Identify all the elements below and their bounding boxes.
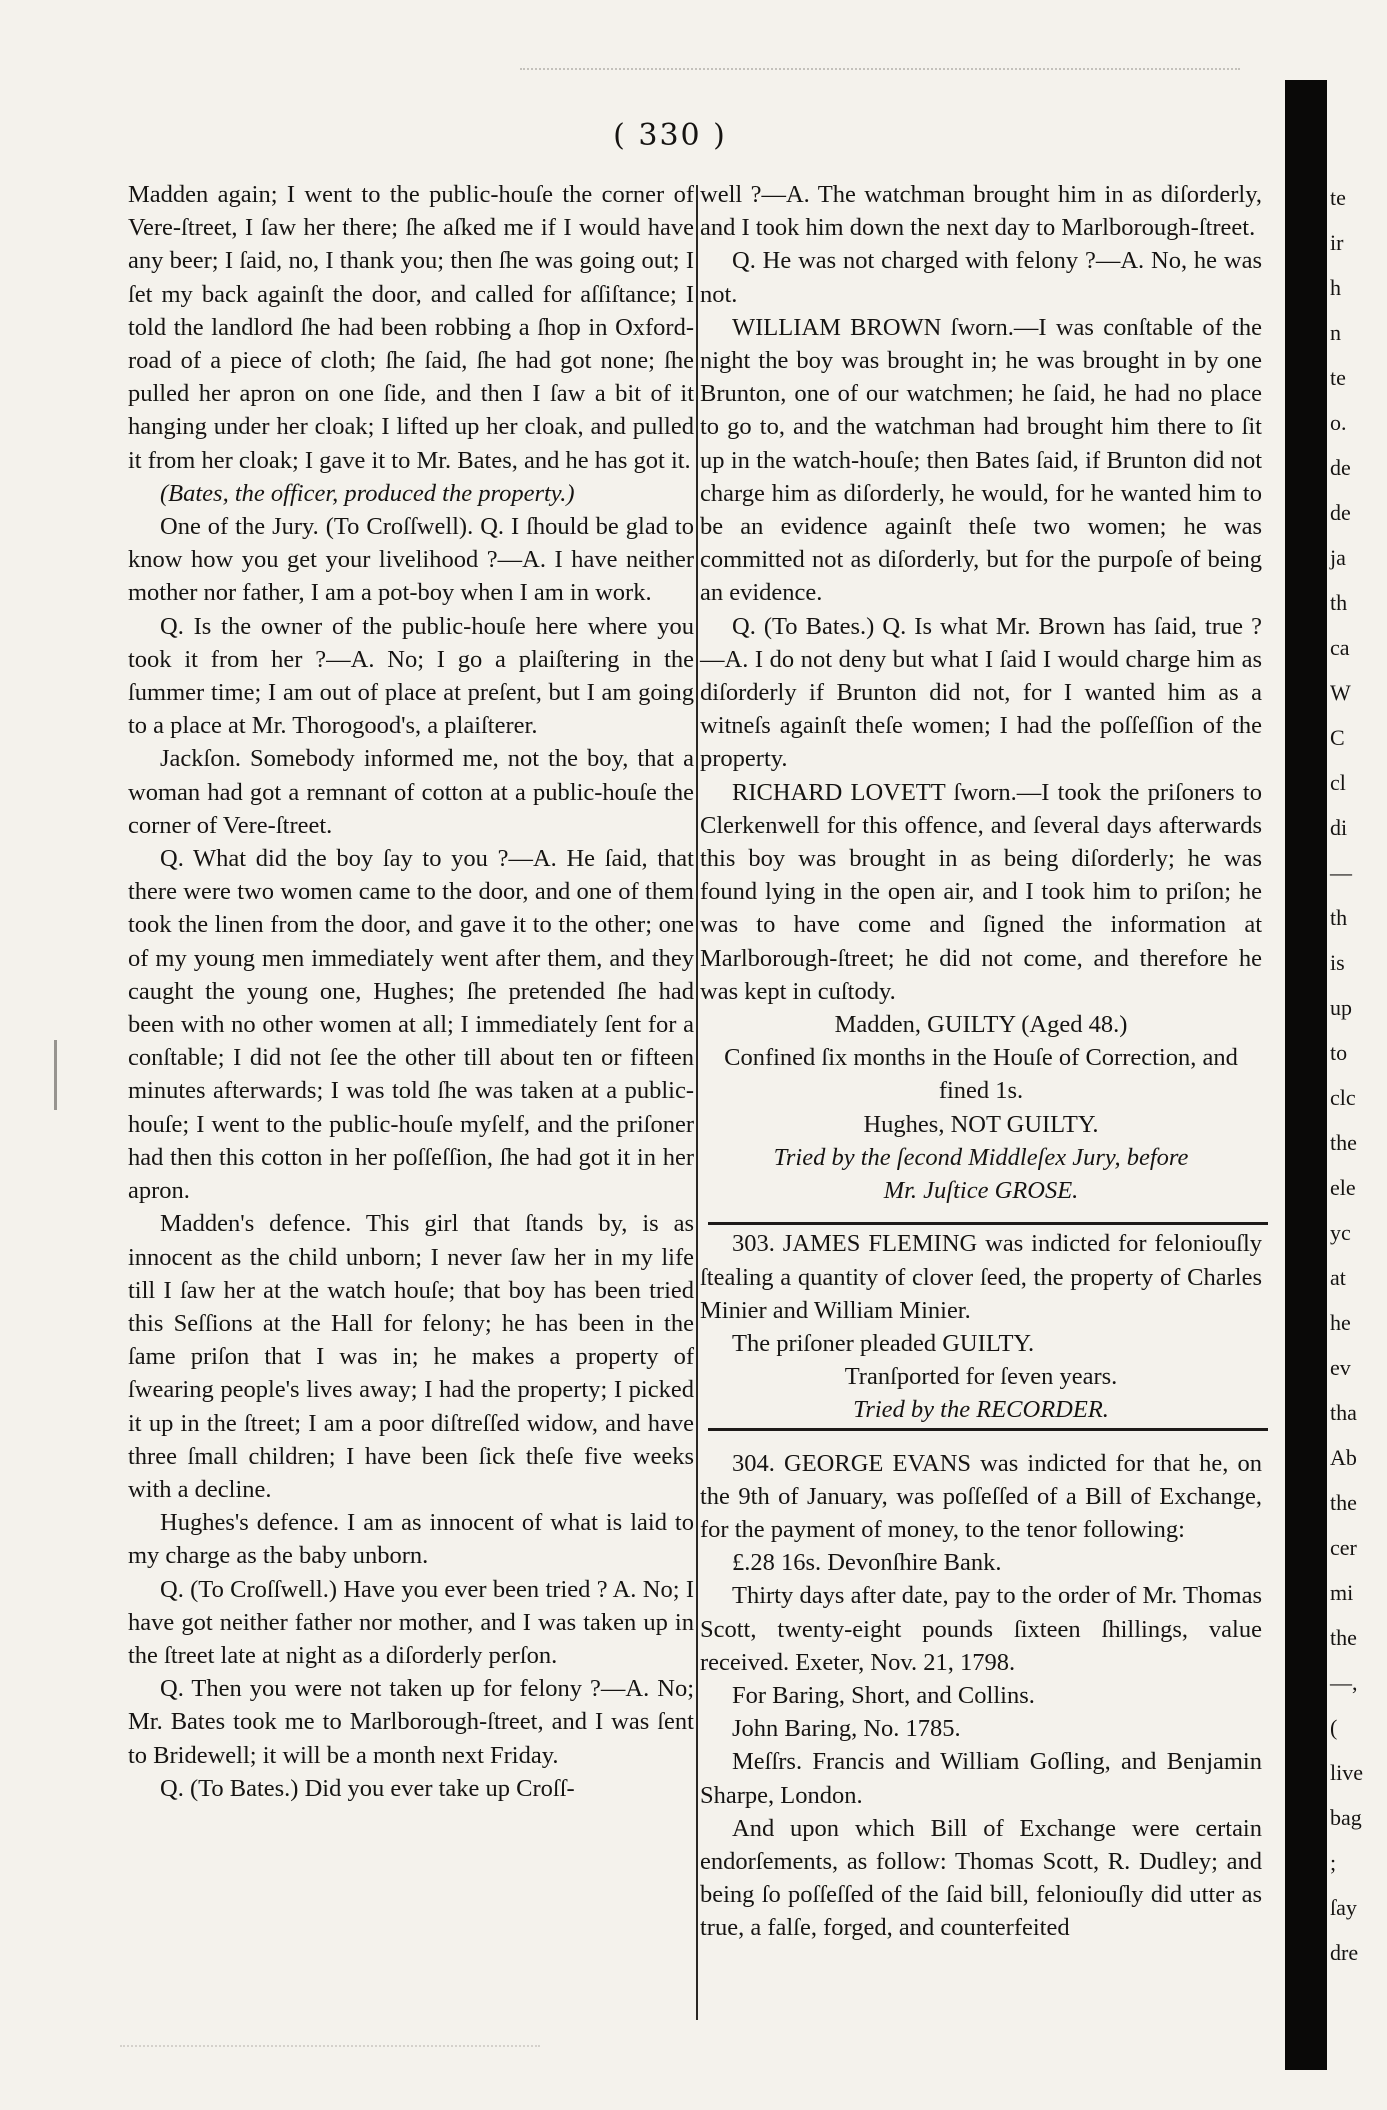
edge-fragment: C xyxy=(1330,725,1345,750)
edge-fragment: ev xyxy=(1330,1355,1351,1380)
paragraph: Jackſon. Somebody informed me, not the boy, that a woman had got a remnant of cotton at a public-houſe the corner of Vere-ſtreet. xyxy=(128,745,694,839)
edge-fragment: te xyxy=(1330,365,1346,390)
section-rule xyxy=(708,1222,1268,1225)
paragraph: Q. He was not charged with felony ?—A. No, he was not. xyxy=(700,247,1262,308)
edge-fragment: di xyxy=(1330,815,1348,840)
sentence-303: Tranſported for ſeven years. xyxy=(844,1363,1118,1391)
edge-fragment: — xyxy=(1330,860,1352,885)
paragraph: Q. Then you were not taken up for felony ?—A. No; Mr. Bates took me to Marlborough-ſtreet, and I was ſent to Bridewell; it will be a month next Friday. xyxy=(128,1675,694,1769)
case-303: 303. JAMES FLEMING was indicted for feloniouſly ſtealing a quantity of clover ſeed, the property of Charles Minier and William Minier. xyxy=(700,1230,1262,1324)
paragraph: Madden's defence. This girl that ſtands by, is as innocent as the child unborn; I never ſaw her in my life till I ſaw her at the watch houſe; that boy has been tried this Seſſions at the Hall for felony; he has been in the ſame priſon that I was in; he makes a property of ſwearing people's lives away; I had the property; I picked it up in the ſtreet; I am a poor diſtreſſed widow, and have three ſmall children; I have been ſick theſe five weeks with a decline. xyxy=(128,1210,694,1503)
paragraph: Q. What did the boy ſay to you ?—A. He ſaid, that there were two women came to the door, and one of them took the linen from the door, and gave it to the other; one of my young men immediately went after them, and they caught the young one, Hughes; ſhe pretended ſhe had been with no other women at all; I immediately ſent for a conſtable; I did not ſee the other till about ten or fifteen minutes afterwards; I was told ſhe was taken at a public-houſe; I went to the public-houſe myſelf, and the priſoner had then this cotton in her poſſeſſion, ſhe had got it in her apron. xyxy=(128,845,694,1205)
edge-fragment: the xyxy=(1330,1490,1357,1515)
paragraph: well ?—A. The watchman brought him in as diſorderly, and I took him down the next day to Marlborough-ſtreet. xyxy=(700,181,1262,242)
binding-shadow xyxy=(1285,80,1327,2070)
edge-fragment: ( xyxy=(1330,1715,1338,1740)
edge-fragment: he xyxy=(1330,1310,1351,1335)
sentence-madden: Confined ſix months in the Houſe of Correction, and fined 1s. xyxy=(724,1044,1238,1105)
edge-fragment: cl xyxy=(1330,770,1346,795)
edge-fragment: ir xyxy=(1330,230,1344,255)
edge-fragment: yc xyxy=(1330,1220,1351,1245)
edge-fragment: tha xyxy=(1330,1400,1357,1425)
page-top-noise xyxy=(520,68,1240,84)
paragraph: Madden again; I went to the public-houſe the corner of Vere-ſtreet, I ſaw her there; ſhe aſked me if I would have any beer; I ſaid, no, I thank you; then ſhe was going out; I ſet my back againſt the door, and called for aſſiſtance; I told the landlord ſhe had been robbing a ſhop in Oxford-road of a piece of cloth; ſhe ſaid, ſhe had got none; ſhe pulled her apron on one ſide, and then I ſaw a bit of it hanging under her cloak; I lifted up her cloak, and pulled it from her cloak; I gave it to Mr. Bates, and he has got it. xyxy=(128,181,694,474)
edge-fragment: live xyxy=(1330,1760,1363,1785)
edge-fragment: is xyxy=(1330,950,1345,975)
bill-addressee: Meſſrs. Francis and William Goſling, and Benjamin Sharpe, London. xyxy=(700,1748,1262,1809)
tried-by-judge: Mr. Juſtice GROSE. xyxy=(883,1177,1079,1205)
paragraph: Q. Is the owner of the public-houſe here where you took it from her ?—A. No; I go a plaiſtering in the ſummer time; I am out of place at preſent, but I am going to a place at Mr. Thorogood's, a plaiſterer. xyxy=(128,612,694,740)
edge-fragment: ; xyxy=(1330,1850,1337,1875)
paragraph: Hughes's defence. I am as innocent of what is laid to my charge as the baby unborn. xyxy=(128,1509,694,1570)
edge-fragment: dre xyxy=(1330,1940,1359,1965)
section-rule xyxy=(708,1428,1268,1431)
column-divider xyxy=(696,185,698,2020)
edge-fragment: the xyxy=(1330,1130,1357,1155)
edge-fragment: o. xyxy=(1330,410,1347,435)
edge-fragment: th xyxy=(1330,590,1348,615)
edge-fragment: de xyxy=(1330,500,1351,525)
edge-fragment: ja xyxy=(1330,545,1346,570)
edge-fragment: —, xyxy=(1330,1670,1358,1695)
edge-fragment: ca xyxy=(1330,635,1350,660)
edge-fragment: at xyxy=(1330,1265,1346,1290)
paragraph: RICHARD LOVETT ſworn.—I took the priſoners to Clerkenwell for this offence, and ſeveral days afterwards this boy was brought in as being diſorderly; he was found lying in the open air, and I took him to priſon; he was to have come and ſigned the information at Marlborough-ſtreet; he did not come, and therefore he was kept in cuſtody. xyxy=(700,778,1262,1005)
verdict-hughes: Hughes, NOT GUILTY. xyxy=(863,1110,1099,1138)
margin-mark xyxy=(54,1040,77,1110)
tried-by: Tried by the ſecond Middleſex Jury, before xyxy=(773,1143,1189,1171)
edge-fragment: h xyxy=(1330,275,1341,300)
edge-fragment: te xyxy=(1330,185,1346,210)
paragraph: One of the Jury. (To Croſſwell). Q. I ſhould be glad to know how you get your livelihood ?—A. I have neither mother nor father, I am a pot-boy when I am in work. xyxy=(128,513,694,607)
bill-text: Thirty days after date, pay to the order of Mr. Thomas Scott, twenty-eight pounds ſixteen ſhillings, value received. Exeter, Nov. 21, 1798. xyxy=(700,1582,1262,1676)
edge-fragment: Ab xyxy=(1330,1445,1357,1470)
paragraph: Q. (To Bates.) Did you ever take up Croſſ- xyxy=(160,1774,575,1802)
paragraph: WILLIAM BROWN ſworn.—I was conſtable of the night the boy was brought in; he was brought in by one Brunton, one of our watchmen; he ſaid, he had no place to go to, and the watchman had brought him there to ſit up in the watch-houſe; then Bates ſaid, if Brunton did not charge him as diſorderly, he would, for he wanted him to be an evidence againſt theſe two women; he was committed not as diſorderly, but for the purpoſe of being an evidence. xyxy=(700,313,1262,607)
paragraph: Q. (To Croſſwell.) Have you ever been tried ? A. No; I have got neither father nor mother, and I was taken up in the ſtreet late at night as a diſorderly perſon. xyxy=(128,1575,694,1669)
page-number: ( 330 ) xyxy=(613,118,727,153)
edge-fragment: n xyxy=(1330,320,1341,345)
edge-fragment: clc xyxy=(1330,1085,1356,1110)
edge-fragment: cer xyxy=(1330,1535,1357,1560)
edge-fragment: the xyxy=(1330,1625,1357,1650)
tried-by-recorder: Tried by the RECORDER. xyxy=(853,1396,1109,1424)
bill-drawer: For Baring, Short, and Collins. xyxy=(732,1681,1035,1709)
bill-heading: £.28 16s. Devonſhire Bank. xyxy=(732,1549,1002,1577)
bill-signature: John Baring, No. 1785. xyxy=(732,1715,961,1743)
edge-fragment: mi xyxy=(1330,1580,1354,1605)
paragraph: (Bates, the officer, produced the property.) xyxy=(160,479,575,507)
edge-fragment: ſay xyxy=(1330,1895,1357,1920)
page-bottom-noise xyxy=(120,2045,540,2055)
edge-fragment: W xyxy=(1330,680,1351,705)
edge-fragment: up xyxy=(1330,995,1352,1020)
edge-fragment: de xyxy=(1330,455,1351,480)
edge-fragment: bag xyxy=(1330,1805,1362,1830)
case-304: 304. GEORGE EVANS was indicted for that he, on the 9th of January, was poſſeſſed of a Bill of Exchange, for the payment of money, to the tenor following: xyxy=(700,1449,1262,1543)
edge-fragment: th xyxy=(1330,905,1348,930)
paragraph: Q. (To Bates.) Q. Is what Mr. Brown has ſaid, true ?—A. I do not deny but what I ſaid I would charge him as diſorderly if Brunton did not, for I wanted him as a witneſs againſt theſe women; I had the poſſeſſion of the property. xyxy=(700,612,1262,773)
middle-column xyxy=(700,178,1262,1945)
edge-fragment: ele xyxy=(1330,1175,1356,1200)
left-column xyxy=(128,178,694,1805)
plea-303: The priſoner pleaded GUILTY. xyxy=(732,1329,1035,1357)
edge-fragment: to xyxy=(1330,1040,1348,1065)
paragraph: And upon which Bill of Exchange were certain endorſements, as follow: Thomas Scott, R. Dudley; and being ſo poſſeſſed of the ſaid bill, feloniouſly did utter as true, a falſe, forged, and counterfeited xyxy=(700,1814,1262,1942)
verdict-madden: Madden, GUILTY (Aged 48.) xyxy=(834,1011,1128,1039)
